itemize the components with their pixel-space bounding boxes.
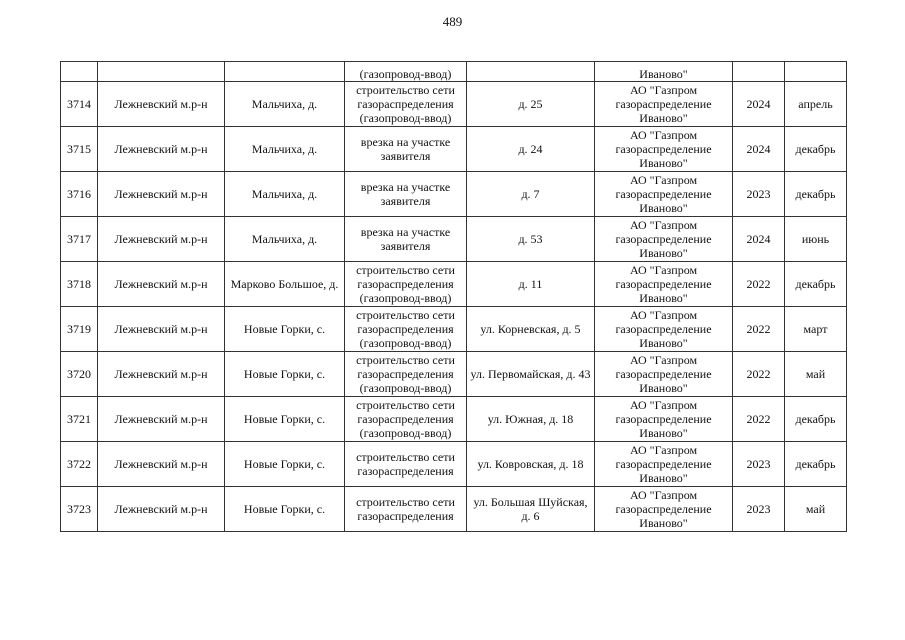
table-row — [61, 352, 847, 397]
continuation-row — [61, 62, 847, 82]
cell-month: май — [785, 487, 847, 532]
cell-year — [733, 62, 785, 82]
cell-work: строительство сети газораспределения (газопровод-ввод) — [345, 307, 467, 352]
cell-locality — [225, 62, 345, 82]
cell-district: Лежневский м.р-н — [98, 397, 225, 442]
cell-district: Лежневский м.р-н — [98, 352, 225, 397]
cell-address: ул. Большая Шуйская, д. 6 — [467, 487, 595, 532]
cell-num: 3721 — [61, 397, 98, 442]
cell-num — [61, 62, 98, 82]
cell-work: врезка на участке заявителя — [345, 217, 467, 262]
cell-month: декабрь — [785, 262, 847, 307]
cell-year: 2022 — [733, 352, 785, 397]
cell-locality: Новые Горки, с. — [225, 442, 345, 487]
cell-org: АО "Газпром газораспределение Иваново" — [595, 127, 733, 172]
table-row — [61, 82, 847, 127]
cell-month: декабрь — [785, 172, 847, 217]
cell-org: АО "Газпром газораспределение Иваново" — [595, 352, 733, 397]
cell-work: (газопровод-ввод) — [345, 62, 467, 82]
cell-address: ул. Южная, д. 18 — [467, 397, 595, 442]
cell-locality: Новые Горки, с. — [225, 397, 345, 442]
cell-district: Лежневский м.р-н — [98, 217, 225, 262]
cell-month: декабрь — [785, 397, 847, 442]
cell-num: 3719 — [61, 307, 98, 352]
cell-district: Лежневский м.р-н — [98, 442, 225, 487]
cell-work: врезка на участке заявителя — [345, 127, 467, 172]
page-number: 489 — [442, 14, 463, 29]
cell-num: 3715 — [61, 127, 98, 172]
cell-work: строительство сети газораспределения — [345, 487, 467, 532]
cell-num: 3720 — [61, 352, 98, 397]
cell-locality: Новые Горки, с. — [225, 307, 345, 352]
cell-num: 3717 — [61, 217, 98, 262]
cell-month: июнь — [785, 217, 847, 262]
cell-district: Лежневский м.р-н — [98, 82, 225, 127]
cell-address: д. 53 — [467, 217, 595, 262]
cell-district: Лежневский м.р-н — [98, 127, 225, 172]
cell-year: 2022 — [733, 307, 785, 352]
cell-month: март — [785, 307, 847, 352]
cell-org: АО "Газпром газораспределение Иваново" — [595, 82, 733, 127]
cell-month: апрель — [785, 82, 847, 127]
cell-work: строительство сети газораспределения (газопровод-ввод) — [345, 262, 467, 307]
cell-address — [467, 62, 595, 82]
cell-locality: Мальчиха, д. — [225, 172, 345, 217]
cell-month: декабрь — [785, 442, 847, 487]
cell-month — [785, 62, 847, 82]
cell-org: АО "Газпром газораспределение Иваново" — [595, 172, 733, 217]
cell-locality: Мальчиха, д. — [225, 217, 345, 262]
registry-table — [60, 61, 847, 532]
cell-year: 2024 — [733, 217, 785, 262]
cell-address: ул. Корневская, д. 5 — [467, 307, 595, 352]
cell-address: д. 11 — [467, 262, 595, 307]
cell-locality: Мальчиха, д. — [225, 127, 345, 172]
cell-address: ул. Первомайская, д. 43 — [467, 352, 595, 397]
cell-org: АО "Газпром газораспределение Иваново" — [595, 217, 733, 262]
cell-org: АО "Газпром газораспределение Иваново" — [595, 487, 733, 532]
cell-year: 2022 — [733, 262, 785, 307]
cell-address: д. 24 — [467, 127, 595, 172]
cell-locality: Новые Горки, с. — [225, 352, 345, 397]
cell-work: строительство сети газораспределения — [345, 442, 467, 487]
cell-locality: Новые Горки, с. — [225, 487, 345, 532]
cell-num: 3716 — [61, 172, 98, 217]
cell-year: 2024 — [733, 127, 785, 172]
cell-org: АО "Газпром газораспределение Иваново" — [595, 397, 733, 442]
cell-work: врезка на участке заявителя — [345, 172, 467, 217]
cell-work: строительство сети газораспределения (газопровод-ввод) — [345, 82, 467, 127]
cell-work: строительство сети газораспределения (газопровод-ввод) — [345, 397, 467, 442]
table-row — [61, 262, 847, 307]
cell-org: АО "Газпром газораспределение Иваново" — [595, 442, 733, 487]
cell-address: д. 25 — [467, 82, 595, 127]
cell-org: Иваново" — [595, 62, 733, 82]
cell-locality: Марково Большое, д. — [225, 262, 345, 307]
cell-district: Лежневский м.р-н — [98, 262, 225, 307]
cell-org: АО "Газпром газораспределение Иваново" — [595, 262, 733, 307]
cell-district: Лежневский м.р-н — [98, 307, 225, 352]
cell-num: 3714 — [61, 82, 98, 127]
table-row — [61, 397, 847, 442]
cell-work: строительство сети газораспределения (газопровод-ввод) — [345, 352, 467, 397]
cell-address: д. 7 — [467, 172, 595, 217]
registry-table-body — [61, 62, 847, 532]
cell-num: 3723 — [61, 487, 98, 532]
cell-address: ул. Ковровская, д. 18 — [467, 442, 595, 487]
cell-year: 2022 — [733, 397, 785, 442]
cell-month: май — [785, 352, 847, 397]
cell-year: 2024 — [733, 82, 785, 127]
table-row — [61, 127, 847, 172]
cell-month: декабрь — [785, 127, 847, 172]
cell-year: 2023 — [733, 487, 785, 532]
cell-org: АО "Газпром газораспределение Иваново" — [595, 307, 733, 352]
cell-year: 2023 — [733, 172, 785, 217]
cell-locality: Мальчиха, д. — [225, 82, 345, 127]
cell-district: Лежневский м.р-н — [98, 487, 225, 532]
table-row — [61, 442, 847, 487]
cell-year: 2023 — [733, 442, 785, 487]
cell-num: 3722 — [61, 442, 98, 487]
table-row — [61, 217, 847, 262]
table-row — [61, 307, 847, 352]
table-row — [61, 487, 847, 532]
cell-district: Лежневский м.р-н — [98, 172, 225, 217]
cell-num: 3718 — [61, 262, 98, 307]
cell-district — [98, 62, 225, 82]
table-row — [61, 172, 847, 217]
